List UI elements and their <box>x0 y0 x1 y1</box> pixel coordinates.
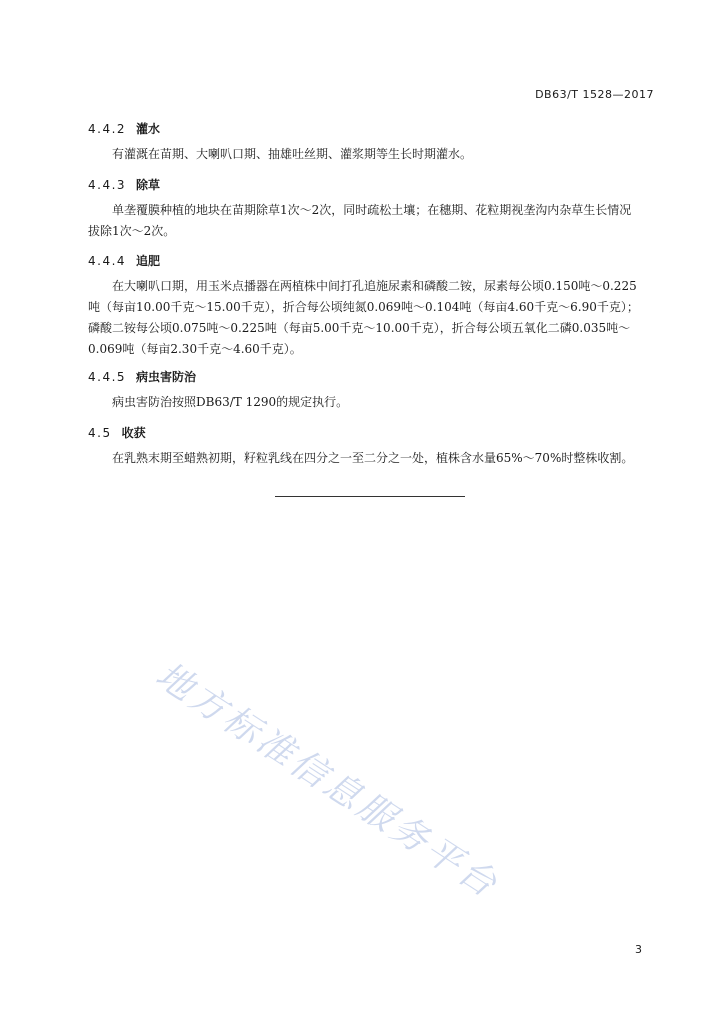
section-heading <box>88 252 160 269</box>
section-number: 4.4.2 <box>88 122 127 136</box>
section-title: 追肥 <box>136 254 161 268</box>
end-rule <box>275 496 465 497</box>
section-number: 4.4.5 <box>88 370 127 384</box>
document-code: DB63/T 1528—2017 <box>535 88 654 101</box>
section-heading <box>88 176 160 193</box>
section-heading <box>88 424 146 441</box>
section-number: 4.4.4 <box>88 254 127 268</box>
paragraph-line: 在大喇叭口期，用玉米点播器在两植株中间打孔追施尿素和磷酸二铵，尿素每公顷0.150吨～0.225 <box>112 279 637 293</box>
section-paragraph <box>88 392 658 413</box>
section-title: 灌水 <box>136 122 161 136</box>
page-number: 3 <box>635 943 642 956</box>
paragraph-line: 病虫害防治按照DB63/T 1290的规定执行。 <box>112 395 349 409</box>
paragraph-line: 0.069吨（每亩2.30千克～4.60千克）。 <box>88 342 302 356</box>
paragraph-line: 单垄覆膜种植的地块在苗期除草1次～2次，同时疏松土壤；在穗期、花粒期视垄沟内杂草生长情况 <box>112 203 632 217</box>
section-number: 4.4.3 <box>88 178 127 192</box>
paragraph-line: 有灌溉在苗期、大喇叭口期、抽雄吐丝期、灌浆期等生长时期灌水。 <box>112 147 473 161</box>
section-paragraph <box>88 276 658 360</box>
paragraph-line: 在乳熟末期至蜡熟初期，籽粒乳线在四分之一至二分之一处，植株含水量65%～70%时整株收割。 <box>112 451 634 465</box>
section-heading <box>88 120 160 137</box>
section-paragraph <box>88 144 658 165</box>
paragraph-line: 拔除1次～2次。 <box>88 224 176 238</box>
section-paragraph <box>88 200 658 242</box>
paragraph-line: 磷酸二铵每公顷0.075吨～0.225吨（每亩5.00千克～10.00千克），折合每公顷五氧化二磷0.035吨～ <box>88 321 631 335</box>
section-title: 除草 <box>136 178 161 192</box>
paragraph-line: 吨（每亩10.00千克～15.00千克），折合每公顷纯氮0.069吨～0.104吨（每亩4.60千克～6.90千克）； <box>88 300 639 314</box>
section-title: 收获 <box>121 426 146 440</box>
section-paragraph <box>88 448 658 469</box>
section-number: 4.5 <box>88 426 112 440</box>
section-heading <box>88 368 196 385</box>
section-title: 病虫害防治 <box>136 370 197 384</box>
watermark: 地方标准信息服务平台 <box>148 654 507 907</box>
